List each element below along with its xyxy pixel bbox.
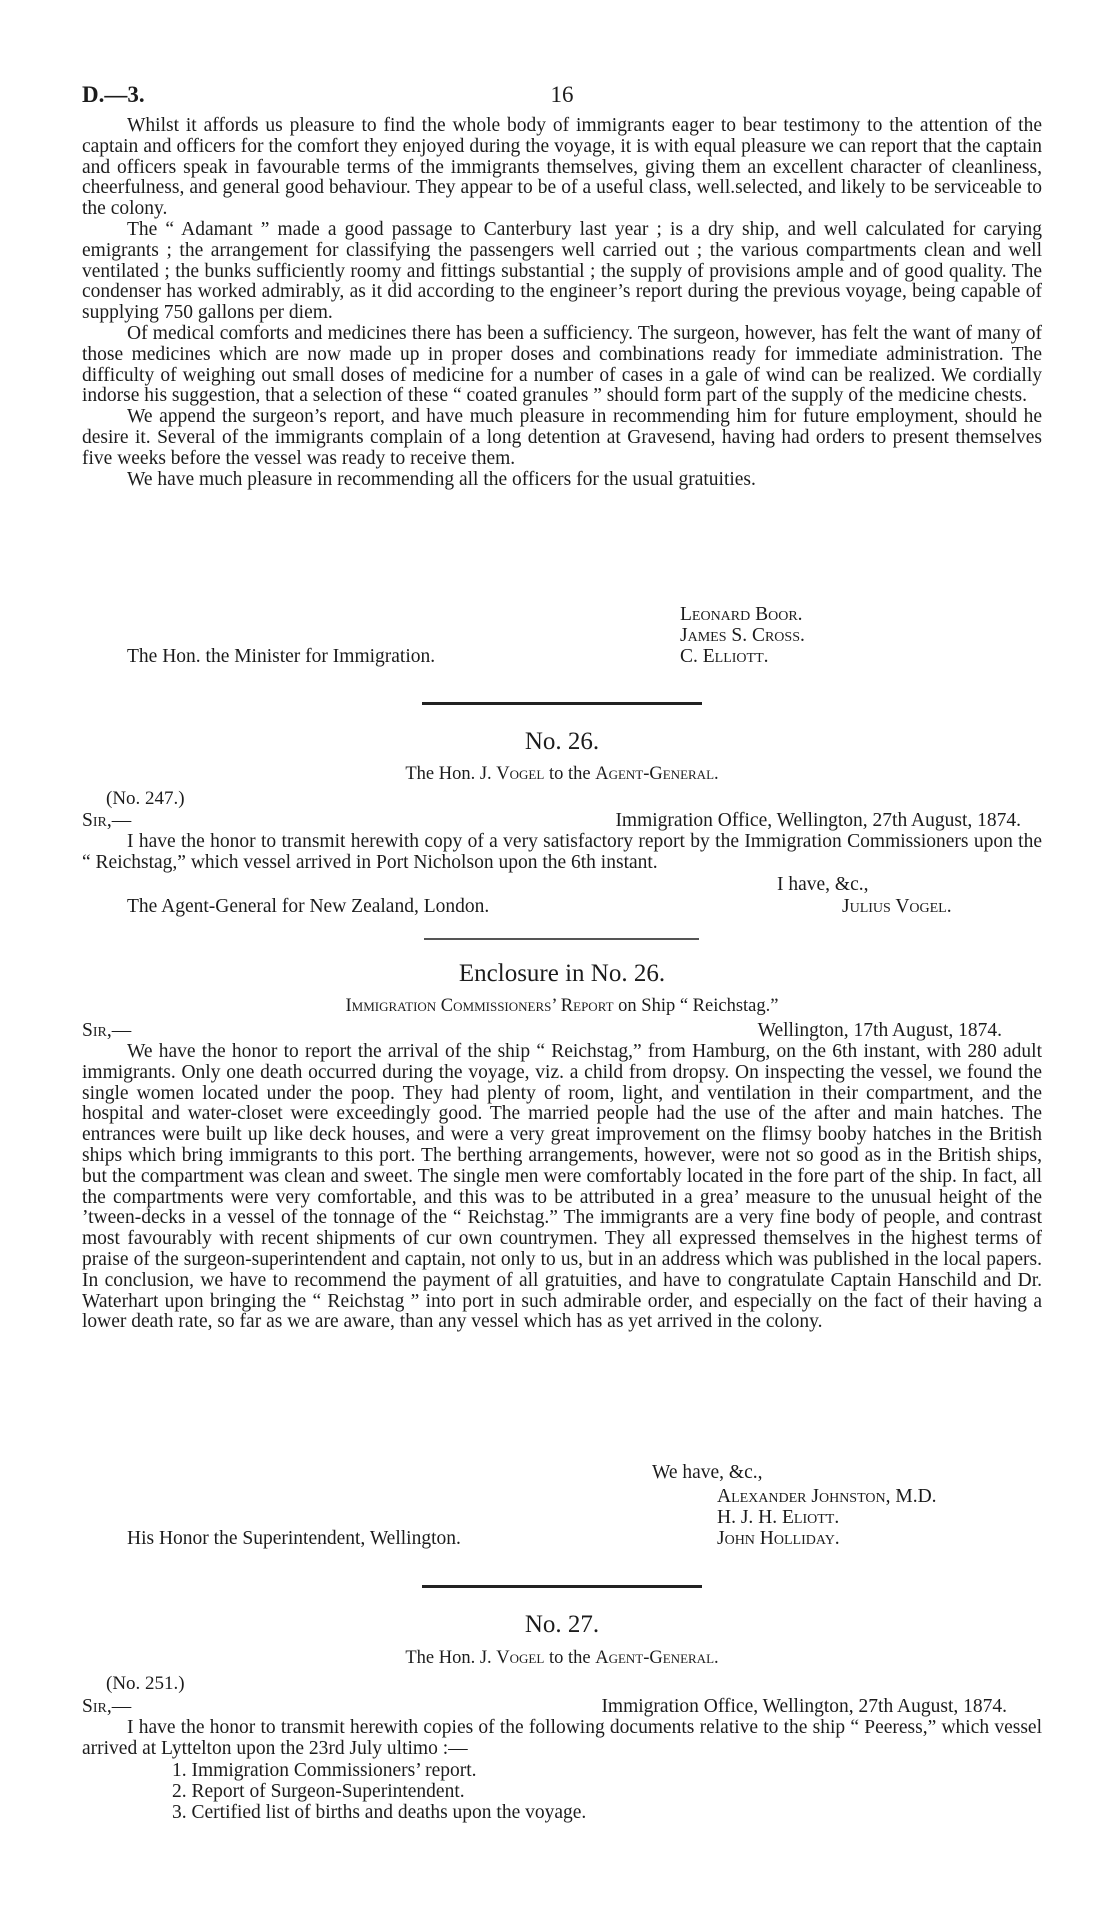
letter-subheading: The Hon. J. Vogel to the Agent-General. [405, 1648, 719, 1668]
signatory: James S. Cross. [680, 625, 805, 646]
paragraph: The “ Adamant ” made a good passage to Canterbury last year ; is a dry ship, and well calculated for carying emigrants ; the arrangement for classifying the passengers well carried out ; the various compartments clean and well ventilated ; the bunks sufficiently roomy and fittings substantial ; the supply of provisions ample and of good quality. The condenser has worked admirably, as it did according to the engineer’s report during the previous voyage, being capable of supplying 750 gallons per diem. [82, 218, 1042, 324]
letter-heading: No. 27. [524, 1611, 600, 1638]
adamant-report [82, 116, 1042, 490]
paragraph: We have much pleasure in recommending all the officers for the usual gratuities. [127, 468, 756, 490]
closing: I have, &c., [777, 874, 869, 895]
reference-number: (No. 251.) [106, 1673, 185, 1694]
page-number: 16 [550, 82, 574, 107]
letter-body [82, 832, 1042, 874]
paragraph: We append the surgeon’s report, and have much pleasure in recommending him for future employment, should he desire it. Several of the immigrants complain of a long detention at Gravesend, having had orders to present themselves five weeks before the vessel was ready to receive them. [82, 406, 1042, 469]
page-header [82, 82, 1042, 112]
signatory: H. J. H. Eliott. [717, 1507, 840, 1528]
list-item: 2. Report of Surgeon-Superintendent. [172, 1781, 465, 1802]
place-date: Wellington, 17th August, 1874. [757, 1020, 1002, 1041]
signatory: Julius Vogel. [842, 896, 952, 917]
paragraph: Of medical comforts and medicines there has been a sufficiency. The surgeon, however, has felt the want of many of those medicines which are now made up in proper doses and combinations ready for immediate administration. The difficulty of weighing out small doses of medicine for a number of cases in a gale of wind can be realized. We cordially indorse his suggestion, that a selection of these “ coated granules ” should form part of the supply of the medicine chests. [82, 322, 1042, 407]
section-divider [424, 938, 699, 940]
list-item: 1. Immigration Commissioners’ report. [172, 1760, 477, 1781]
section-divider [422, 702, 702, 705]
signatory: John Holliday. [717, 1528, 840, 1549]
section-divider [422, 1585, 702, 1588]
place-date: Immigration Office, Wellington, 27th August, 1874. [615, 810, 1021, 831]
paragraph: I have the honor to transmit herewith copy of a very satisfactory report by the Immigration Commissioners upon the “ Reichstag,” which vessel arrived in Port Nicholson upon the 6th instant. [82, 831, 1042, 873]
signatures [717, 1486, 937, 1549]
enclosure-heading: Enclosure in No. 26. [458, 960, 666, 987]
signatures [680, 604, 805, 667]
salutation-line [82, 1020, 1042, 1042]
signatory: Leonard Boor. [680, 604, 803, 625]
letter-subheading: The Hon. J. Vogel to the Agent-General. [405, 764, 719, 784]
place-date: Immigration Office, Wellington, 27th August, 1874. [601, 1696, 1007, 1717]
salutation: Sir,— [82, 810, 132, 831]
salutation-line [82, 1696, 1042, 1718]
signatory: C. Elliott. [680, 646, 769, 667]
salutation: Sir,— [82, 1696, 132, 1717]
letter-body [82, 1718, 1042, 1760]
addressee: The Hon. the Minister for Immigration. [127, 646, 436, 667]
enclosure-subheading: Immigration Commissioners’ Report on Ship “ Reichstag.” [345, 996, 779, 1016]
signatory: Alexander Johnston, M.D. [717, 1486, 937, 1507]
addressee: The Agent-General for New Zealand, London. [127, 896, 490, 917]
document-code: D.—3. [82, 82, 145, 107]
addressee: His Honor the Superintendent, Wellington. [127, 1528, 461, 1549]
closing: We have, &c., [652, 1462, 763, 1483]
document-page [82, 0, 1042, 1908]
list-item: 3. Certified list of births and deaths upon the voyage. [172, 1802, 587, 1823]
salutation-line [82, 810, 1042, 832]
letter-heading: No. 26. [524, 728, 600, 755]
document-list [172, 1760, 586, 1823]
salutation: Sir,— [82, 1020, 132, 1041]
paragraph: We have the honor to report the arrival of the ship “ Reichstag,” from Hamburg, on the 6th instant, with 280 adult immigrants. Only one death occurred during the voyage, viz. a child from dropsy. On inspecting the vessel, we found the single women located under the poop. They had plenty of room, light, and ventilation in their compartment, and the hospital and water-closet were exceedingly good. The married people had the use of the after and main hatches. The entrances were built up like deck houses, and were a very great improvement on the flimsy booby hatches in the British ships which bring immigrants to this port. The berthing arrangements, however, were not so good as in the British ships, but the compartment was clean and sweet. The single men were comfortably located in the fore part of the ship. In fact, all the compartments were very comfortable, and this was to be attributed in a grea’ measure to the unusual height of the ’tween-decks in a vessel of the tonnage of the “ Reichstag.” The immigrants are a very fine body of people, and contrast most favourably with recent shipments of cur own countrymen. They all expressed themselves in the highest terms of praise of the surgeon-superintendent and captain, not only to us, but in an address which was published in the local papers. In conclusion, we have to recommend the payment of all gratuities, and have to congratulate Captain Hanschild and Dr. Waterhart upon bringing the “ Reichstag ” into port in such admirable order, and especially on the fact of their having a lower death rate, so far as we are aware, than any vessel which has as yet arrived in the colony. [82, 1041, 1042, 1333]
reference-number: (No. 247.) [106, 788, 185, 809]
paragraph: Whilst it affords us pleasure to find the whole body of immigrants eager to bear testimony to the attention of the captain and officers for the comfort they enjoyed during the voyage, it is with equal pleasure we can report that the captain and officers speak in favourable terms of the immigrants themselves, giving them an excellent character of cleanliness, cheerfulness, and general good behaviour. They appear to be of a useful class, well.selected, and likely to be serviceable to the colony. [82, 115, 1042, 220]
paragraph: I have the honor to transmit herewith copies of the following documents relative to the ship “ Peeress,” which vessel arrived at Lyttelton upon the 23rd July ultimo :— [82, 1717, 1042, 1759]
enclosure-body [82, 1042, 1042, 1333]
